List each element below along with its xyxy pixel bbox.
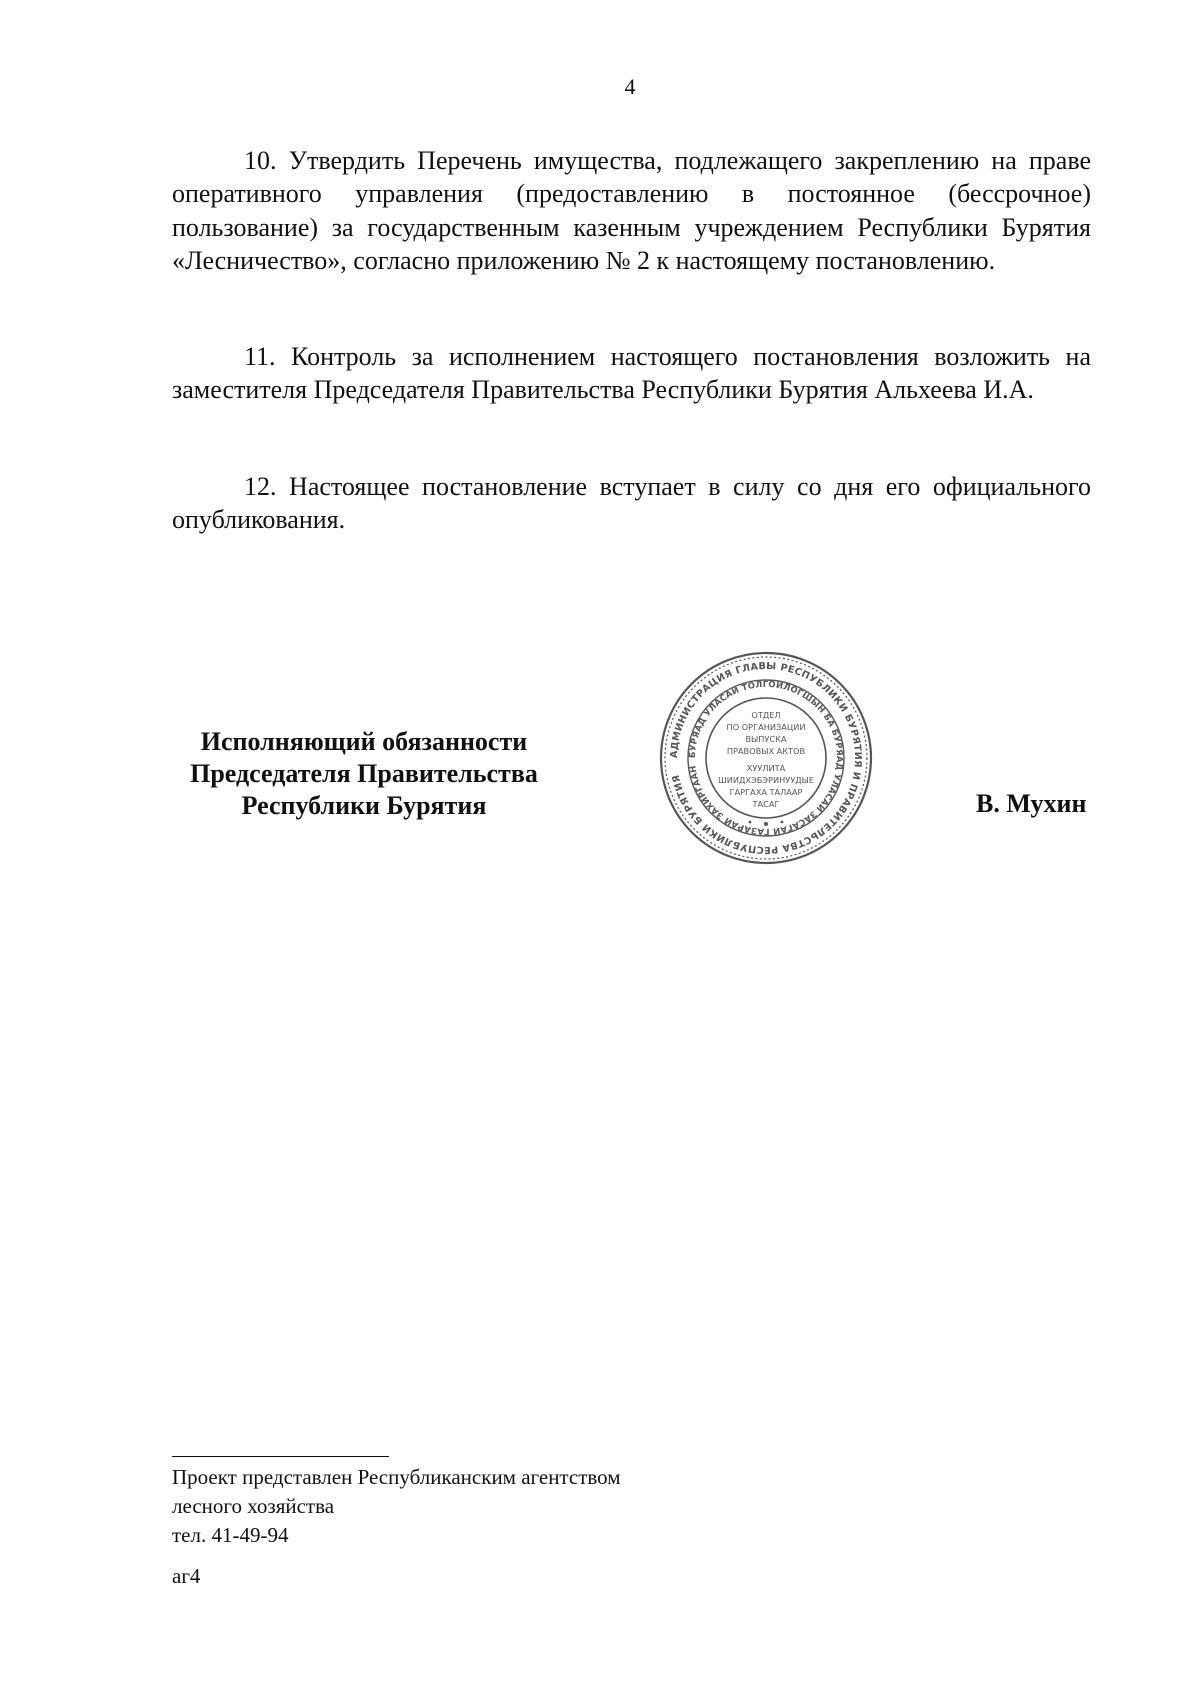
seal-center-line: ШИИДХЭБЭРИНУУДЫЕ bbox=[717, 775, 815, 785]
paragraph-11: 11. Контроль за исполнением настоящего постановления возложить на заместителя Председателя Правительства Республики Бурятия Альхеева И.А. bbox=[172, 342, 1091, 405]
document-code: аг4 bbox=[172, 1564, 201, 1588]
footnote-divider bbox=[172, 1456, 389, 1457]
official-seal bbox=[658, 650, 874, 866]
seal-inner-ring-text: БУРЯАД УЛАСАЙ ТОЛГОЙЛОГШЫН БА БУРЯАД УЛАСАЙ ЗАСАГАЙ ГАЗАРАЙ ЗАХИРГААН bbox=[686, 678, 846, 838]
footnote bbox=[172, 1463, 621, 1550]
paragraph-12: 12. Настоящее постановление вступает в силу со дня его официального опубликования. bbox=[172, 472, 1091, 535]
signatory-title-line: Республики Бурятия bbox=[241, 791, 487, 820]
signatory-title-line: Председателя Правительства bbox=[190, 759, 538, 788]
seal-dot-icon bbox=[764, 822, 768, 826]
seal-dot-icon bbox=[781, 821, 784, 824]
page-number: 4 bbox=[624, 74, 636, 99]
footnote-line: лесного хозяйства bbox=[172, 1494, 335, 1518]
footnote-line: тел. 41-49-94 bbox=[172, 1523, 289, 1547]
seal-center-line: ХУУЛИТА bbox=[746, 763, 786, 773]
seal-center-line: ТАСАГ bbox=[752, 799, 780, 809]
signatory-title-line: Исполняющий обязанности bbox=[200, 727, 528, 756]
seal-center-line: ПО ОРГАНИЗАЦИИ bbox=[726, 722, 806, 732]
seal-center-line: ВЫПУСКА bbox=[745, 734, 787, 744]
footnote-line: Проект представлен Республиканским агентством bbox=[172, 1465, 621, 1489]
seal-outer-text: АДМИНИСТРАЦИЯ ГЛАВЫ РЕСПУБЛИКИ БУРЯТИЯ И ПРАВИТЕЛЬСТВА РЕСПУБЛИКИ БУРЯТИЯ bbox=[668, 660, 864, 856]
signatory-name: В. Мухин bbox=[976, 789, 1087, 818]
seal-center-line: ПРАВОВЫХ АКТОВ bbox=[726, 746, 806, 756]
paragraph-10: 10. Утвердить Перечень имущества, подлежащего закреплению на праве оперативного управления (предоставлению в постоянное (бессрочное) пользование) за государственным казенным учреждением Республики Бурятия «Лесничество», согласно приложению № 2 к настоящему постановлению. bbox=[172, 146, 1091, 275]
seal-center-line: ОТДЕЛ bbox=[751, 710, 781, 720]
seal-dot-icon bbox=[749, 821, 752, 824]
signatory-title bbox=[160, 726, 568, 822]
seal-center-line: ГАРГАХА ТАЛААР bbox=[729, 787, 803, 797]
